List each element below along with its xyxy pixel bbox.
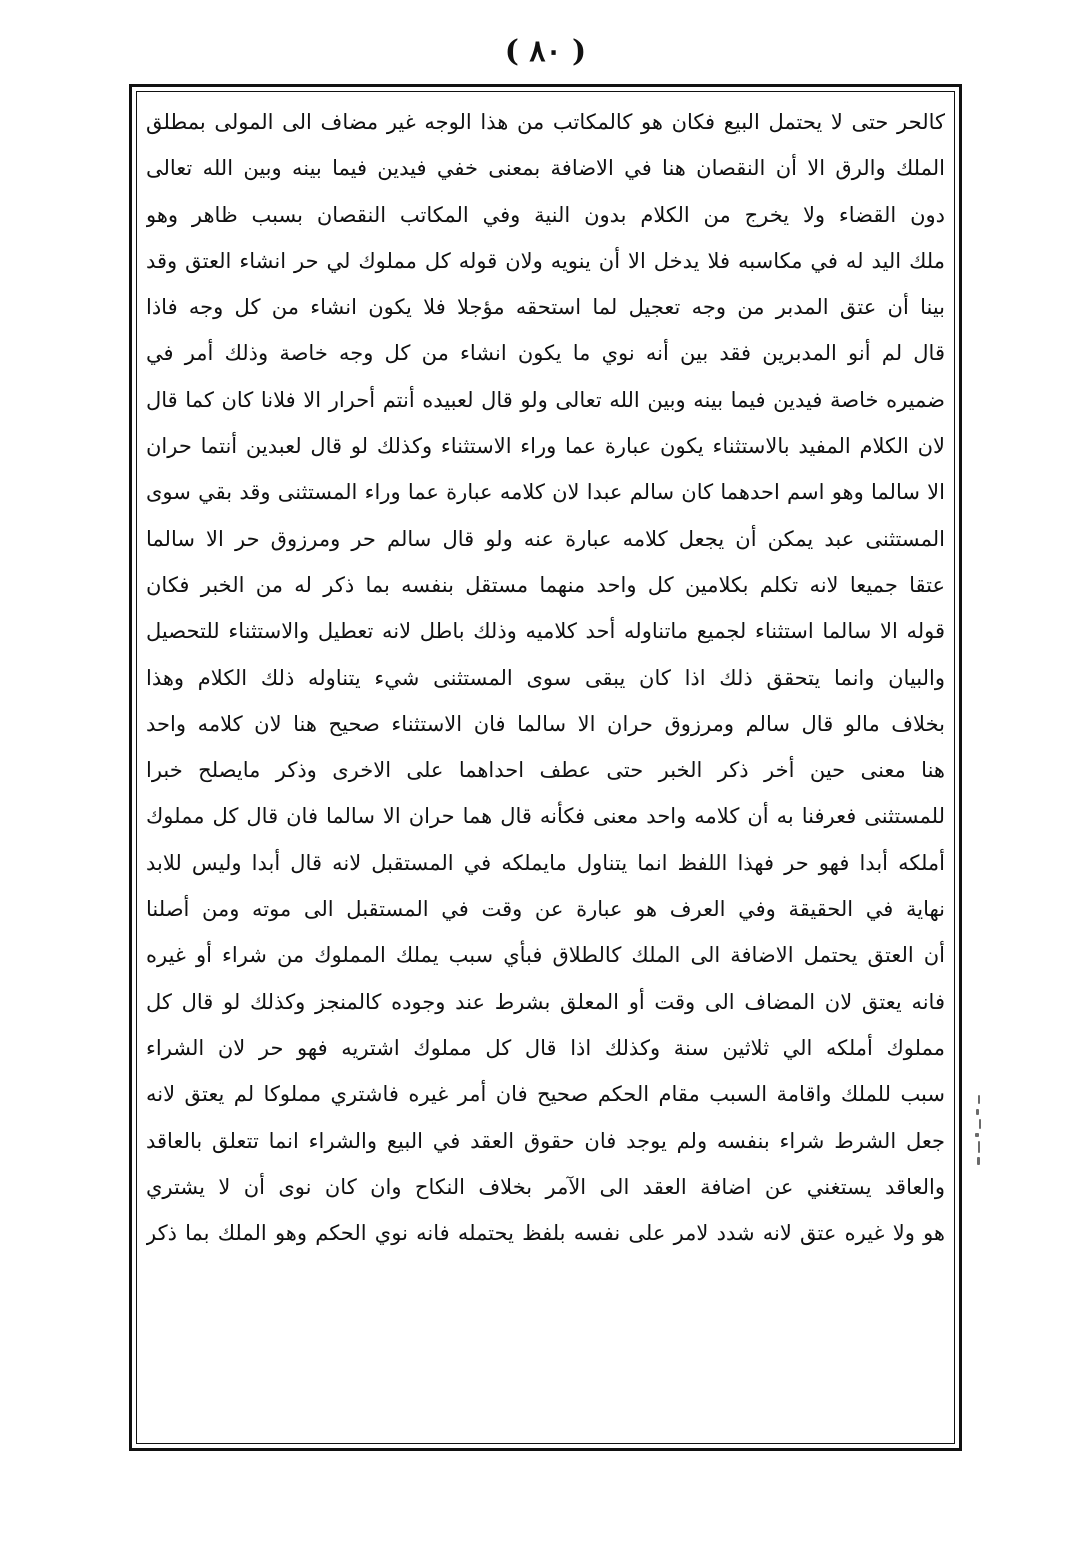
text-line: الا سالما وهو اسم احدهما كان سالم عبدا لان كلامه عبارة عما وراء المستثنى وقد بقي سوى: [146, 480, 945, 505]
text-line: للمستثنى فعرفنا به أن كلامه واحد معنى فكأنه قال هما حران الا سالما فان قال كل مملوك: [146, 804, 945, 829]
text-line: كالحر حتى لا يحتمل البيع فكان هو كالمكاتب من هذا الوجه غير مضاف الى المولى بمطلق: [146, 110, 945, 134]
text-line: والعاقد يستغني عن اضافة العقد الى الآمر بخلاف النكاح وان كان نوى أن لا يشتري: [146, 1174, 945, 1199]
text-line: عتقا جميعا لانه تكلم بكلامين كل واحد منهما مستقل بنفسه بما ذكر له من الخبر فكان: [146, 572, 945, 597]
text-line: ضميره خاصة فيدين فيما بينه وبين الله تعالى ولو قال لعبيده أنتم أحرار الا فلانا كان كما قال: [146, 387, 945, 412]
text-line: بينا أن عتق المدبر من وجه تعجيل لما استحقه مؤجلا فلا يكون انشاء من كل وجه فاذا: [146, 295, 945, 320]
text-line: بخلاف مالو قال سالم ومرزوق حران الا سالما فان الاستثناء صحيح هنا لان كلامه واحد: [146, 711, 945, 736]
text-line: نهاية في الحقيقة وفي العرف هو عبارة عن وقت في المستقبل الى موته ومن أصلنا: [146, 897, 945, 922]
text-line: الملك والرق الا أن النقصان هنا في الاضافة بمعنى خفي فيدين فيما بينه وبين الله تعالى: [146, 156, 945, 181]
text-line: دون القضاء ولا يخرج من الكلام بدون النية وفي المكاتب النقصان بسبب ظاهر وهو: [146, 202, 945, 227]
text-line: قال لم أنو المدبرين فقد بين أنه نوي ما يكون انشاء من كل وجه خاصة وذلك أمر في: [146, 341, 945, 366]
text-line: فانه يعتق لان المضاف الى وقت أو المعلق بشرط عند وجوده كالمنجز وكذلك لو قال كل: [146, 989, 945, 1014]
text-line: لان الكلام المفيد بالاستثناء يكون عبارة عما وراء الاستثناء وكذلك لو قال لعبدين أنتما حران: [146, 434, 945, 459]
text-line: والبيان وانما يتحقق ذلك اذا كان يبقى سوى المستثنى شيء يتناوله ذلك الكلام وهذا: [146, 665, 945, 690]
page-border: [129, 84, 962, 1451]
body-text: [146, 99, 945, 1256]
text-line: مملوك أملكه الي ثلاثين سنة وكذلك اذا قال كل مملوك اشتريه فهو حر لان الشراء: [146, 1035, 945, 1060]
text-line: ملك اليد له في مكاسبه فلا يدخل الا أن ينويه ولان قوله كل مملوك لي حر انشاء العتق وقد: [146, 248, 945, 273]
text-line: أملكه أبدا فهو حر فهذا اللفظ انما يتناول مايملكه في المستقبل لانه قال أبدا وليس للابد: [146, 850, 945, 875]
text-line: جعل الشرط شراء بنفسه ولم يوجد فان حقوق العقد في البيع والشراء انما تتعلق بالعاقد: [146, 1128, 945, 1153]
text-line: سبب للملك واقامة السبب مقام الحكم صحيح فان أمر غيره فاشتري مملوكا لم يعتق لانه: [146, 1082, 945, 1107]
margin-ink-mark: [973, 1095, 985, 1169]
text-line: أن العتق يحتمل الاضافة الى الملك كالطلاق فبأي سبب يملك المملوك من شراء أو غيره: [146, 943, 945, 968]
page-number: ( ٨٠ ): [504, 34, 587, 69]
text-line: المستثنى عبد يمكن أن يجعل كلامه عبارة عنه ولو قال سالم حر ومرزوق حر الا سالما: [146, 526, 945, 551]
text-line: هنا معنى حين أخر ذكر الخبر حتى عطف احداهما على الاخرى وذكر مايصلح خبرا: [146, 758, 945, 783]
text-line: هو ولا غيره عتق لانه شدد لامر على نفسه بلفظ يحتمله فانه نوي الحكم وهو الملك بما ذكر: [146, 1221, 945, 1246]
text-line: قوله الا سالما استثناء لجميع ماتناوله أحد كلاميه وذلك باطل لانه تعطيل والاستثناء للتحصيل: [146, 619, 945, 644]
